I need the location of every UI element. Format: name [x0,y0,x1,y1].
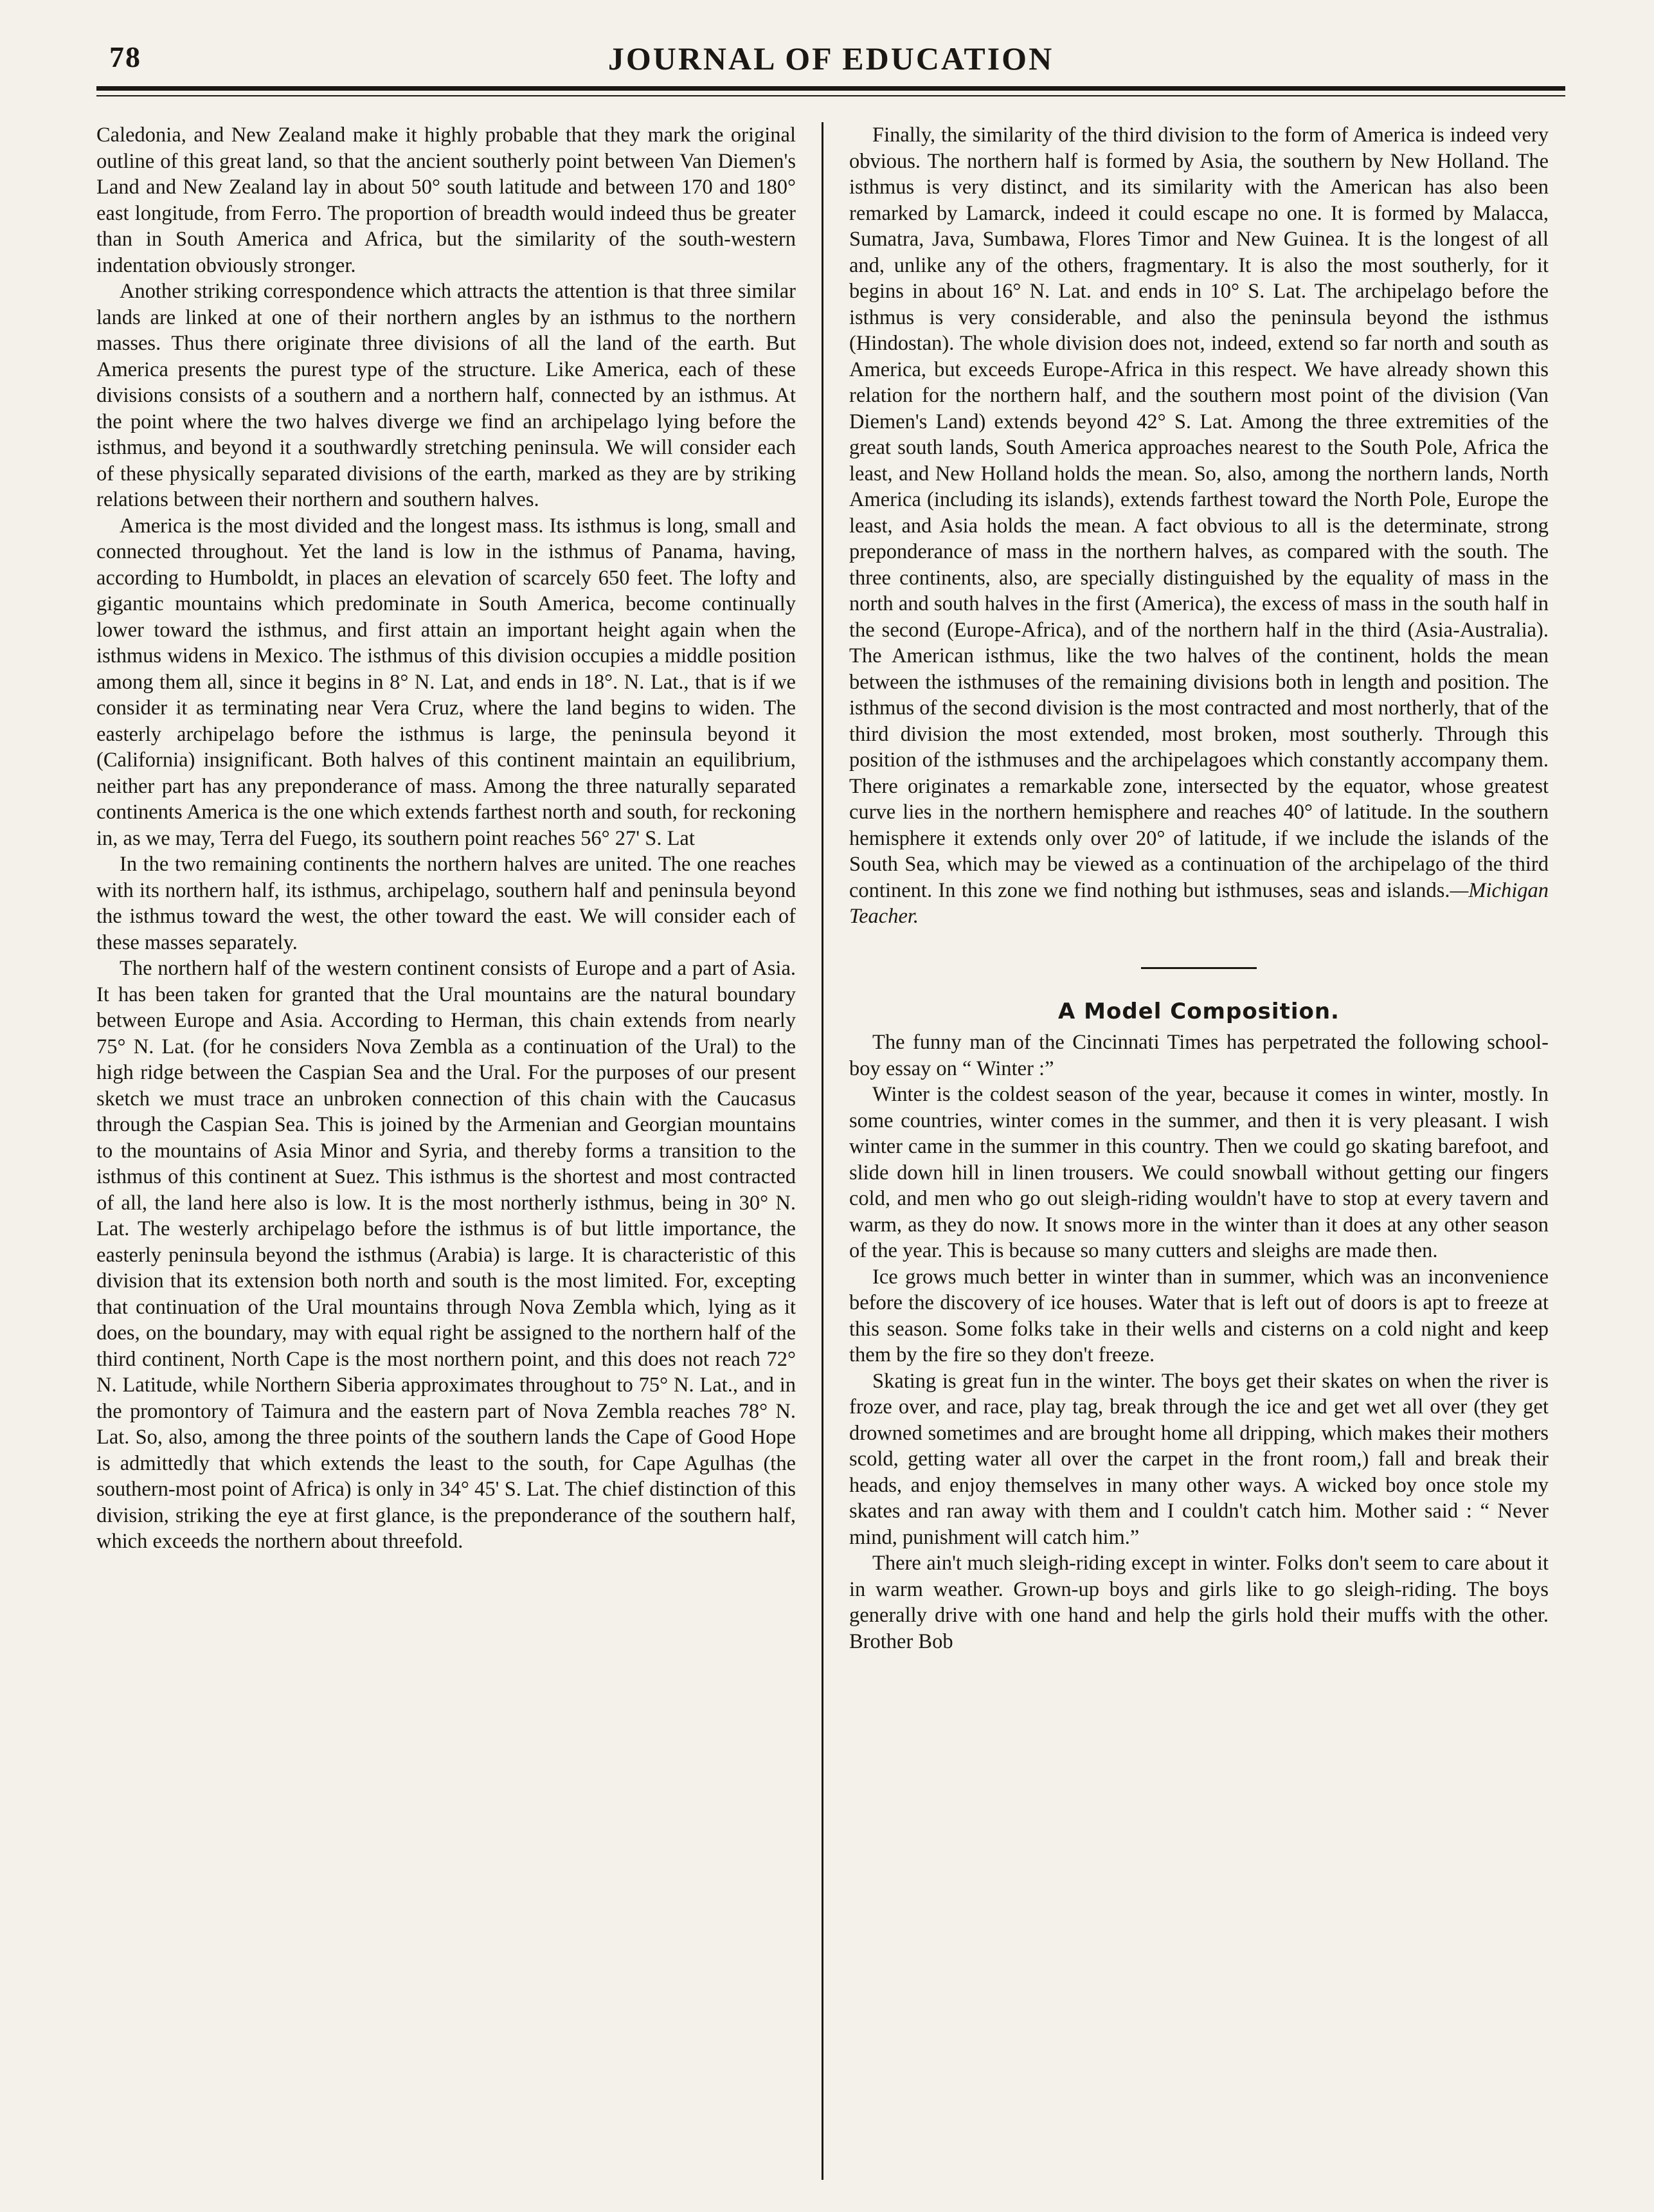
section-paragraph: There ain't much sleigh-riding except in winter. Folks don't seem to care about it in warm weather. Grown-up boys and girls like to go sleigh-riding. The boys generally drive with one hand and help the girls hold their muffs with the other. Brother Bob [849,1552,1549,1653]
running-head [96,26,1565,84]
journal-title: JOURNAL OF EDUCATION [607,41,1054,77]
left-paragraph: America is the most divided and the longest mass. Its isthmus is long, small and connected throughout. Yet the land is low in the isthmus of Panama, having, according to Humboldt, in places an elevation of scarcely 650 feet. The lofty and gigantic mountains which predominate in South America, become continually lower toward the isthmus, and first attain an important height again when the isthmus widens in Mexico. The isthmus of this division occupies a middle position among them all, since it begins in 8° N. Lat, and ends in 18°. N. Lat., that is if we consider it as terminating near Vera Cruz, where the land begins to widen. The easterly archipelago before the isthmus is large, the peninsula beyond it (California) insignificant. Both halves of this continent maintain an equilibrium, neither part has any preponderance of mass. Among the three naturally separated continents America is the one which extends farthest north and south, for reckoning in, as we may, Terra del Fuego, its southern point reaches 56° 27' S. Lat [96,514,796,850]
article-source-credit: —Michigan Teacher. [849,878,1549,928]
section-separator-rule [1141,967,1257,969]
left-paragraph: Another striking correspondence which attracts the attention is that three similar lands are linked at one of their northern angles by an isthmus to the northern masses. Thus there originate three divisions of all the land of the earth. But America presents the purest type of the structure. Like America, each of these divisions consists of a southern and a northern half, connected by an isthmus. At the point where the two halves diverge we find an archipelago lying before the isthmus, and beyond it a southwardly stretching peninsula. We will consider each of these physically separated divisions of the earth, marked as they are by striking relations between their northern and southern halves. [96,280,796,511]
journal-page [96,26,1565,2173]
text-columns [96,122,1565,2173]
column-divider [822,122,823,2180]
section-paragraph: Ice grows much better in winter than in summer, which was an inconvenience before the discovery of ice houses. Water that is left out of doors is apt to freeze at this season. Some folks take in their wells and cisterns on a cold night and keep them by the fire so they don't freeze. [849,1265,1549,1366]
section-paragraph: Winter is the coldest season of the year, because it comes in winter, mostly. In some countries, winter comes in the summer, and then it is very pleasant. I wish winter came in the summer in this country. Then we could go skating barefoot, and slide down hill in linen trousers. We could snowball without getting our fingers cold, and men who go out sleigh-riding wouldn't have to stop at every tavern and warm, as they do now. It snows more in the winter than it does at any other season of the year. This is because so many cutters and sleighs are made then. [849,1083,1549,1262]
left-paragraph: The northern half of the western continent consists of Europe and a part of Asia. It has been taken for granted that the Ural mountains are the natural boundary between Europe and Asia. According to Herman, this chain extends from nearly 75° N. Lat. (for he considers Nova Zembla as a continuation of the Ural) to the high ridge between the Caspian Sea and the Ural. For the purposes of our present sketch we must trace an unbroken connection of this chain with the Caucasus through the Caspian Sea. This is joined by the Armenian and Georgian mountains to the mountains of Asia Minor and Syria, and thereby forms a transition to the isthmus of this continent at Suez. This isthmus is the shortest and most contracted of all, the land here also is low. It is the most northerly isthmus, being in 30° N. Lat. The westerly archipelago before the isthmus is of but little importance, the easterly peninsula beyond the isthmus (Arabia) is large. It is characteristic of this division that its extension both north and south is the most limited. For, excepting that continuation of the Ural mountains through Nova Zembla which, lying as it does, on the boundary, may with equal right be assigned to the northern half of the third continent, North Cape is the most northern point, and this does not reach 72° N. Latitude, while Northern Siberia approximates throughout to 75° N. Lat., and in the promontory of Taimura and the eastern part of Nova Zembla reaches 78° N. Lat. So, also, among the three points of the southern lands the Cape of Good Hope is admittedly that which extends the least to the south, for Cape Agulhas (the southern-most point of Africa) is only in 34° 45' S. Lat. The chief distinction of this division, striking the eye at first glance, is the preponderance of the southern half, which exceeds the northern about threefold. [96,957,796,1553]
section-paragraph: Skating is great fun in the winter. The boys get their skates on when the river is froze over, and race, play tag, break through the ice and get wet all over (they get drowned sometimes and are brought home all dripping, which makes their mothers scold, getting water all over the carpet in the front room,) fall and break their heads, and enjoy themselves in many other ways. A wicked boy once stole my skates and ran away with them and I couldn't catch him. Mother said : “ Never mind, punishment will catch him.” [849,1369,1549,1549]
right-paragraph [849,122,1549,930]
section-paragraph: The funny man of the Cincinnati Times has perpetrated the following school-boy essay on “ Winter :” [849,1031,1549,1080]
section-heading: A Model Composition. [1058,998,1340,1024]
right-column [835,122,1549,2173]
header-rule-thin [96,95,1565,96]
left-column [96,122,810,2173]
left-paragraph: In the two remaining continents the northern halves are united. The one reaches with its northern half, its isthmus, archipelago, southern half and peninsula beyond the isthmus toward the west, the other toward the east. We will consider each of these masses separately. [96,853,796,954]
page-number: 78 [109,41,141,73]
header-rule-thick [96,86,1565,91]
right-paragraph-text: Finally, the similarity of the third division to the form of America is indeed very obvious. The northern half is formed by Asia, the southern by New Holland. The isthmus is very distinct, and its similarity with the American has also been remarked by Lamarck, indeed it could escape no one. It is formed by Malacca, Sumatra, Java, Sumbawa, Flores Timor and New Guinea. It is the longest of all and, unlike any of the others, fragmentary. It is also the most southerly, for it begins in about 16° N. Lat. and ends in 10° S. Lat. The archipelago before the isthmus is very considerable, and also the peninsula beyond the isthmus (Hindostan). The whole division does not, indeed, extend so far north and south as America, but exceeds Europe-Africa in this respect. We have already shown this relation for the northern half, and the southern most point of the division (Van Diemen's Land) extends beyond 42° S. Lat. Among the three extremities of the great south lands, South America approaches nearest to the South Pole, Africa the least, and New Holland holds the mean. So, also, among the northern lands, North America (including its islands), extends farthest toward the North Pole, Europe the least, and Asia holds the mean. A fact obvious to all is the determinate, strong preponderance of mass in the northern halves, as compared with the south. The three continents, also, are specially distinguished by the equality of mass in the north and south halves in the first (America), the excess of mass in the south half in the second (Europe-Africa), and of the northern half in the third (Asia-Australia). The American isthmus, like the two halves of the continent, holds the mean between the isthmuses of the remaining divisions both in length and position. The isthmus of the second division is the most contracted and most northerly, that of the third division the most extended, most broken, most southerly. Through this position of the isthmuses and the archipelagoes which constantly accompany them. There originates a remarkable zone, intersected by the equator, whose greatest curve lies in the northern hemisphere and reaches 40° of latitude. In the southern hemisphere it extends only over 20° of latitude, if we include the islands of the South Sea, which may be viewed as a continuation of the archipelago of the third continent. In this zone we find nothing but isthmuses, seas and islands. [849,123,1549,902]
left-paragraph: Caledonia, and New Zealand make it highly probable that they mark the original outline of this great land, so that the ancient southerly point between Van Diemen's Land and New Zealand lay in about 50° south latitude and between 170 and 180° east longitude, from Ferro. The proportion of breadth would indeed thus be greater than in South America and Africa, but the similarity of the south-western indentation obviously stronger. [96,123,796,277]
